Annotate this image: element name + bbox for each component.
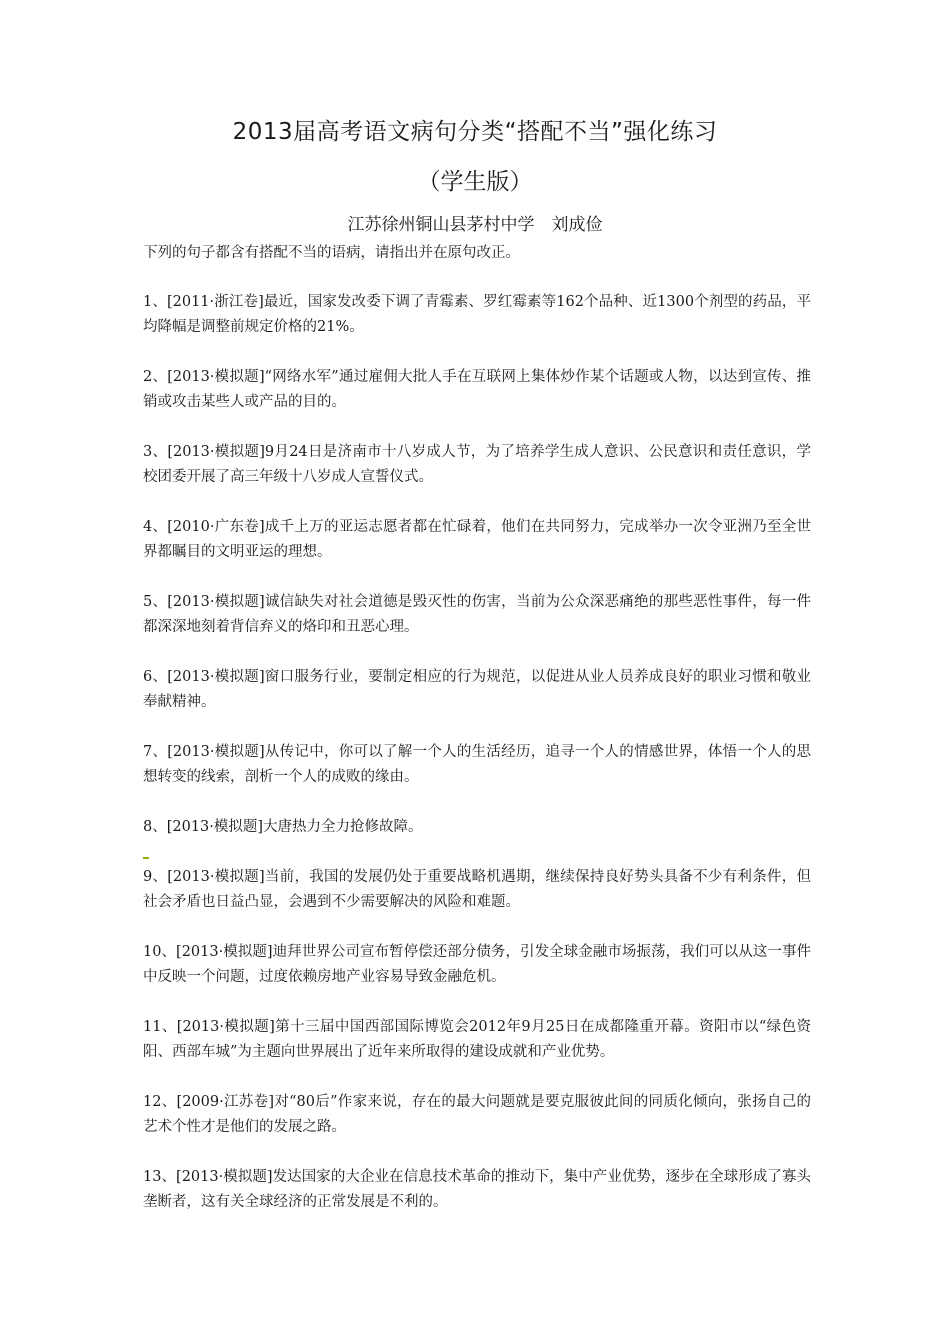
edit-mark [143,857,149,859]
question-item: 10、[2013·模拟题]迪拜世界公司宣布暂停偿还部分债务，引发全球金融市场振荡，我们可以从这一事件中反映一个问题，过度依赖房地产业容易导致金融危机。 [143,944,811,985]
document-author: 江苏徐州铜山县茅村中学 刘成俭 [347,215,603,235]
question-item: 9、[2013·模拟题]当前，我国的发展仍处于重要战略机遇期，继续保持良好势头具备不少有利条件，但社会矛盾也日益凸显，会遇到不少需要解决的风险和难题。 [143,869,811,910]
question-item: 11、[2013·模拟题]第十三届中国西部国际博览会2012年9月25日在成都隆重开幕。资阳市以“绿色资阳、西部车城”为主题向世界展出了近年来所取得的建设成就和产业优势。 [143,1019,811,1060]
question-item: 6、[2013·模拟题]窗口服务行业，要制定相应的行为规范，以促进从业人员养成良好的职业习惯和敬业奉献精神。 [143,669,811,710]
question-item: 3、[2013·模拟题]9月24日是济南市十八岁成人节，为了培养学生成人意识、公民意识和责任意识，学校团委开展了高三年级十八岁成人宣誓仪式。 [143,444,811,485]
question-item: 1、[2011·浙江卷]最近，国家发改委下调了青霉素、罗红霉素等162个品种、近1300个剂型的药品，平均降幅是调整前规定价格的21%。 [143,294,811,335]
question-item: 2、[2013·模拟题]“网络水军”通过雇佣大批人手在互联网上集体炒作某个话题或人物，以达到宣传、推销或攻击某些人或产品的目的。 [143,369,811,410]
instruction-text: 下列的句子都含有搭配不当的语病，请指出并在原句改正。 [143,245,520,261]
question-item: 7、[2013·模拟题]从传记中，你可以了解一个人的生活经历，追寻一个人的情感世界，体悟一个人的思想转变的线索，剖析一个人的成败的缘由。 [143,744,811,785]
question-item: 12、[2009·江苏卷]对“80后”作家来说，存在的最大问题就是要克服彼此间的同质化倾向，张扬自己的艺术个性才是他们的发展之路。 [143,1094,811,1135]
document-title: 2013届高考语文病句分类“搭配不当”强化练习 [232,119,718,145]
document-subtitle: （学生版） [417,169,533,195]
question-item: 13、[2013·模拟题]发达国家的大企业在信息技术革命的推动下，集中产业优势，逐步在全球形成了寡头垄断者，这有关全球经济的正常发展是不利的。 [143,1169,811,1210]
question-list [143,290,811,1240]
question-item: 8、[2013·模拟题]大唐热力全力抢修故障。 [143,819,423,835]
question-item: 4、[2010·广东卷]成千上万的亚运志愿者都在忙碌着，他们在共同努力，完成举办一次令亚洲乃至全世界都瞩目的文明亚运的理想。 [143,519,811,560]
question-item: 5、[2013·模拟题]诚信缺失对社会道德是毁灭性的伤害，当前为公众深恶痛绝的那些恶性事件，每一件都深深地刻着背信弃义的烙印和丑恶心理。 [143,594,811,635]
